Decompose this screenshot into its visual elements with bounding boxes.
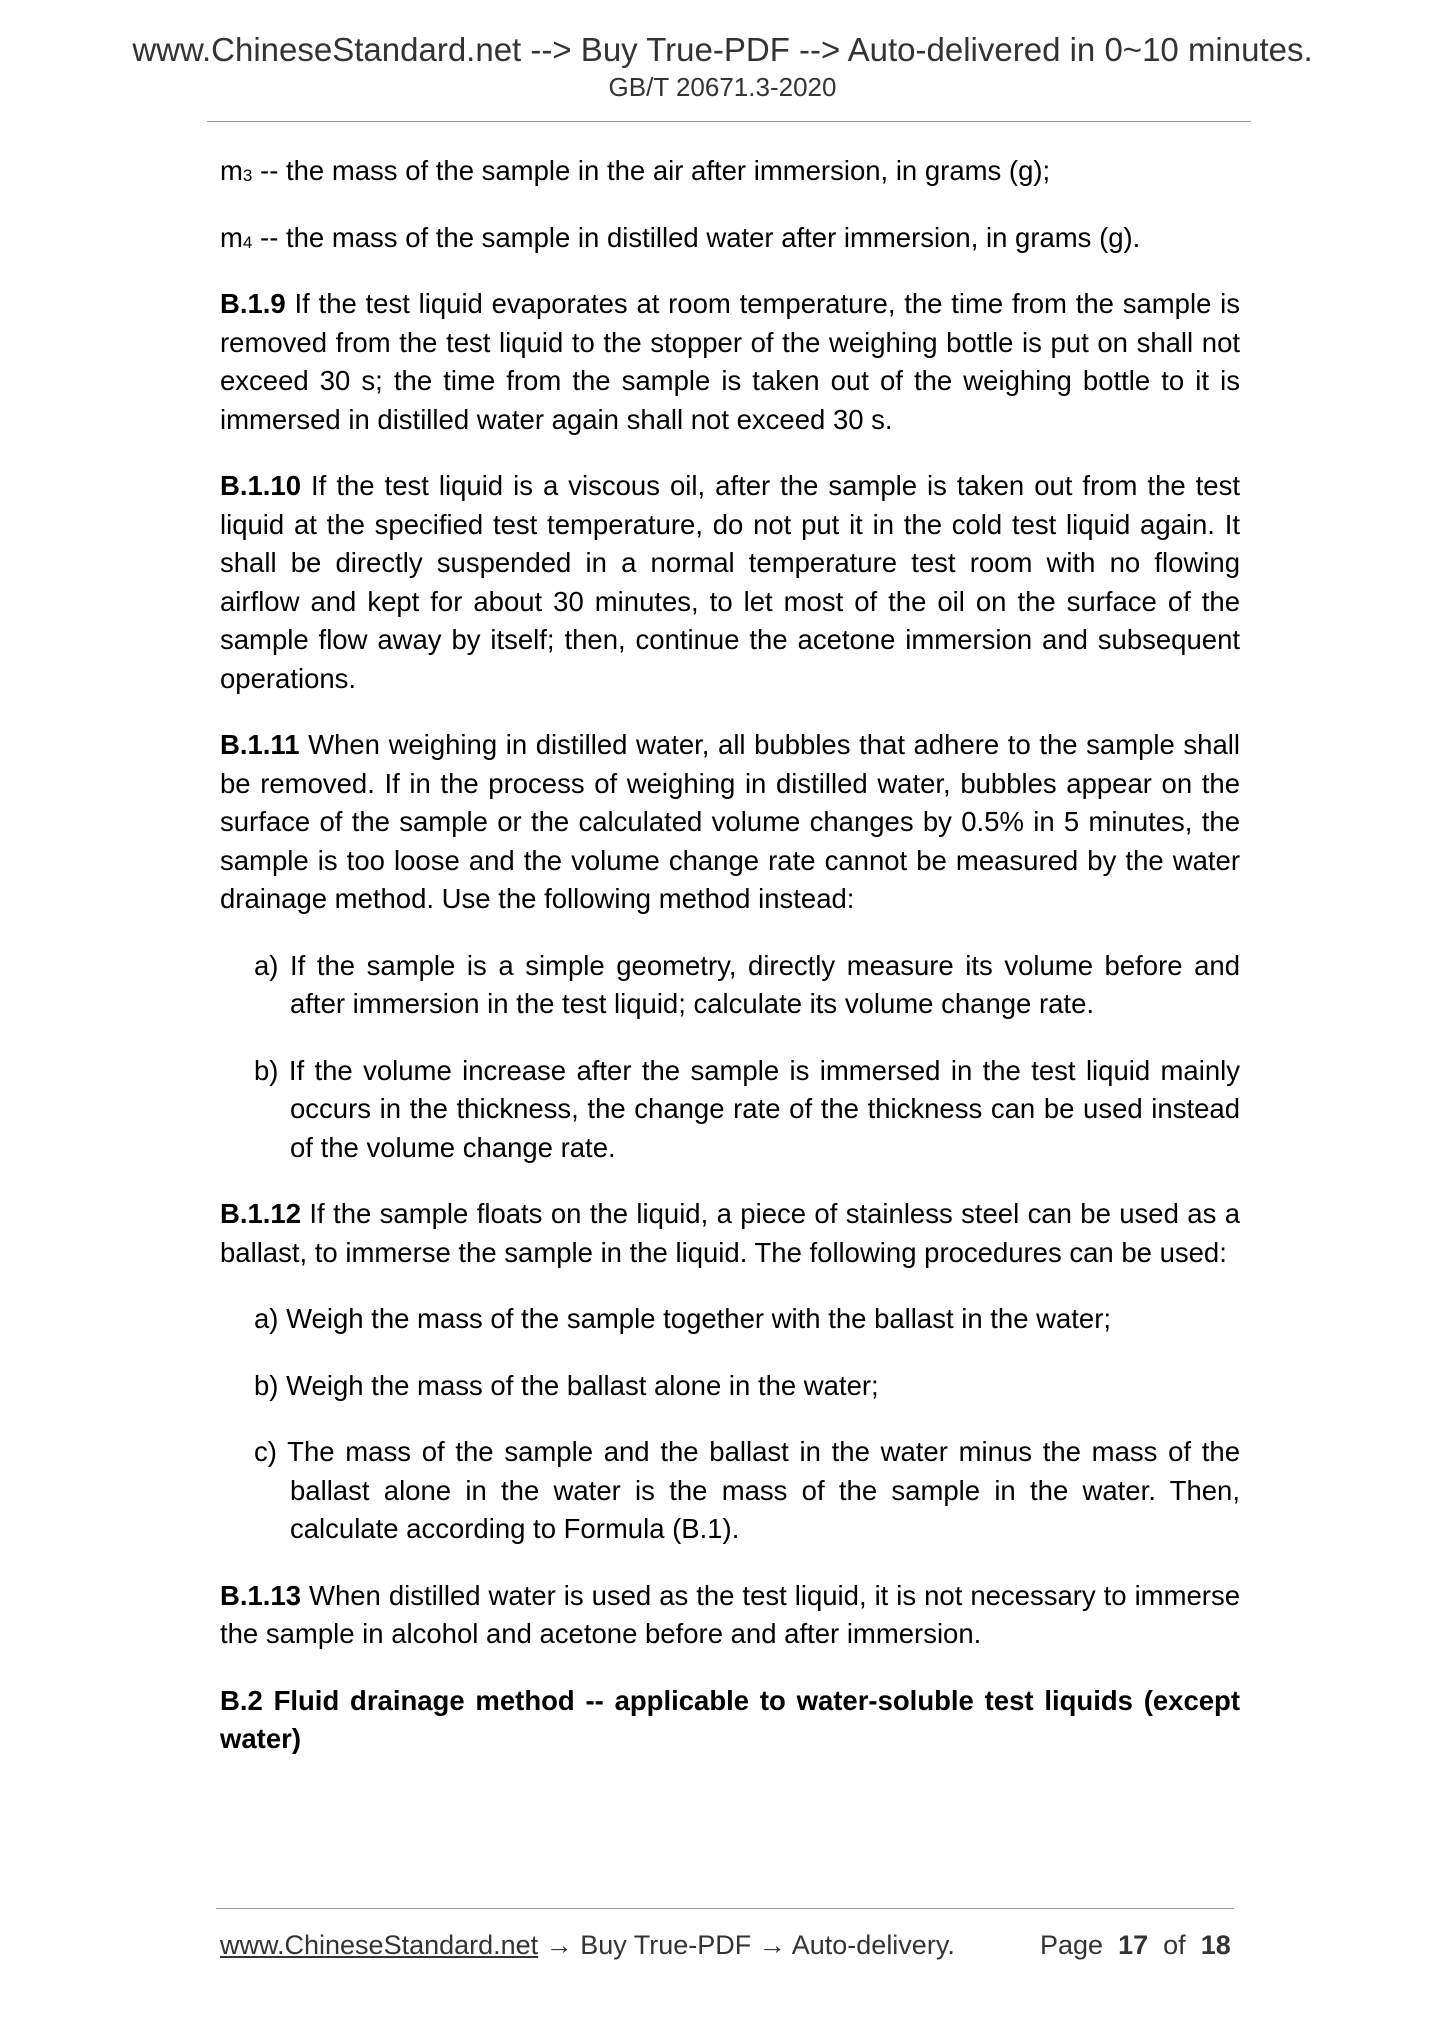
header-standard-number: GB/T 20671.3-2020 [608, 72, 837, 102]
of-label: of [1163, 1930, 1186, 1960]
clause-number: B.1.13 [220, 1579, 302, 1611]
footer-site-link[interactable]: www.ChineseStandard.net [220, 1930, 539, 1960]
clause-b-1-9 [220, 285, 1240, 439]
page-label: Page [1040, 1930, 1104, 1960]
symbol: m [220, 221, 243, 253]
list-item: a) If the sample is a simple geometry, directly measure its volume before and after immersion in the test liquid; calculate its volume change rate. [254, 949, 1240, 1019]
clause-b-1-12 [220, 1195, 1240, 1272]
symbol: m [220, 155, 243, 186]
clause-text: If the test liquid is a viscous oil, after the sample is taken out from the test liquid at the specified test temperature, do not put it in the cold test liquid again. It shall be directly suspended in a normal temperature test room with no flowing airflow and kept for about 30 minutes, to let most of the oil on the surface of the sample flow away by itself; then, continue the acetone immersion and subsequent operations. [220, 470, 1240, 694]
clause-text: If the sample floats on the liquid, a piece of stainless steel can be used as a ballast, to immerse the sample in the liquid. The following procedures can be used: [220, 1198, 1240, 1268]
clause-b-1-13 [220, 1577, 1240, 1654]
document-body [220, 152, 1240, 1759]
header-divider [207, 121, 1251, 122]
definition-text: -- the mass of the sample in the air after immersion, in grams (g); [252, 155, 1051, 186]
section-heading-b-2: B.2 Fluid drainage method -- applicable to water-soluble test liquids (except water) [220, 1684, 1240, 1754]
subscript: 3 [242, 166, 253, 185]
clause-text: If the test liquid evaporates at room temperature, the time from the sample is removed from the test liquid to the stopper of the weighing bottle is put on shall not exceed 30 s; the time from the sample is taken out of the weighing bottle to it is immersed in distilled water again shall not exceed 30 s. [220, 288, 1240, 435]
list-item: a) Weigh the mass of the sample together with the ballast in the water; [254, 1303, 1112, 1334]
footer-links [220, 1928, 955, 1962]
clause-number: B.1.10 [220, 470, 302, 501]
clause-b-1-11 [220, 726, 1240, 919]
definition-text: -- the mass of the sample in distilled water after immersion, in grams (g). [252, 221, 1141, 253]
page-indicator [1040, 1928, 1231, 1962]
page-number: 17 [1118, 1930, 1149, 1960]
clause-number: B.1.12 [220, 1198, 302, 1229]
list-item: b) Weigh the mass of the ballast alone in the water; [254, 1369, 879, 1401]
header-title: www.ChineseStandard.net --> Buy True-PDF --> Auto-delivered in 0~10 minutes. [132, 31, 1313, 68]
footer-divider [216, 1908, 1234, 1909]
definition-m3 [220, 152, 1240, 191]
list-item: b) If the volume increase after the sample is immersed in the test liquid mainly occurs in the thickness, the change rate of the thickness can be used instead of the volume change rate. [254, 1054, 1240, 1163]
list-item: c) The mass of the sample and the ballast in the water minus the mass of the ballast alone in the water is the mass of the sample in the water. Then, calculate according to Formula (B.1). [254, 1436, 1240, 1544]
clause-text: When weighing in distilled water, all bubbles that adhere to the sample shall be removed. If in the process of weighing in distilled water, bubbles appear on the surface of the sample or the calculated volume changes by 0.5% in 5 minutes, the sample is too loose and the volume change rate cannot be measured by the water drainage method. Use the following method instead: [220, 729, 1240, 914]
subscript: 4 [242, 232, 253, 252]
clause-number: B.1.9 [220, 288, 286, 319]
clause-number: B.1.11 [220, 729, 300, 760]
definition-m4 [220, 219, 1240, 258]
clause-text: When distilled water is used as the test liquid, it is not necessary to immerse the sample in alcohol and acetone before and after immersion. [220, 1579, 1240, 1649]
page-total: 18 [1200, 1930, 1231, 1960]
footer-tagline: → Buy True-PDF → Auto-delivery. [538, 1930, 955, 1960]
clause-b-1-10 [220, 467, 1240, 698]
